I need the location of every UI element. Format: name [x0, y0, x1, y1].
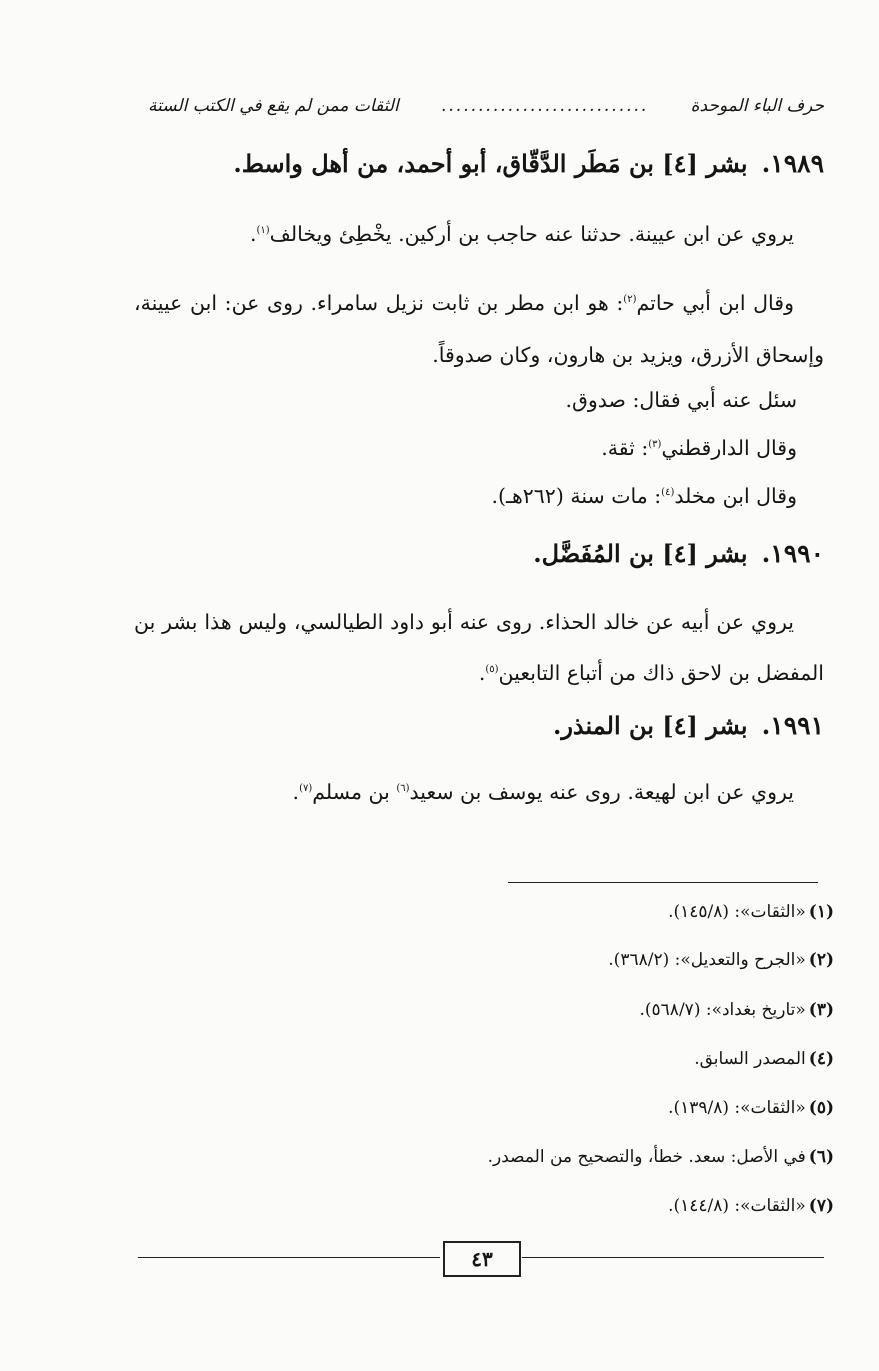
header-chapter-title: حرف الباء الموحدة	[690, 96, 824, 116]
footnote-ref: (١)	[256, 225, 270, 236]
footnote-4: (٤)المصدر السابق.	[694, 1049, 834, 1069]
page-number: ٤٣	[443, 1241, 521, 1277]
footnote-5: (٥)«الثقات»: (١٣٩/٨).	[668, 1098, 834, 1118]
footnote-2: (٢)«الجرح والتعديل»: (٣٦٨/٢).	[608, 950, 834, 970]
entry-title: بشر [٤] بن المنذر.	[552, 711, 748, 740]
entry-heading-1991	[134, 710, 824, 743]
entry-heading-1989	[134, 148, 824, 181]
entry-title: بشر [٤] بن المُفَضَّل.	[533, 539, 748, 568]
entry-paragraph: وقال ابن أبي حاتم$^{(٢)}$: هو ابن مطر بن ثابت نزيل سامراء. روى عن: ابن عيينة، وإسحاق الأزرق، ويزيد بن هارون، وكان صدوقاً.	[134, 290, 824, 367]
footnote-1: (١)«الثقات»: (١٤٥/٨).	[668, 902, 834, 922]
footnote-7: (٧)«الثقات»: (١٤٤/٨).	[668, 1196, 834, 1216]
entry-paragraph: يروي عن ابن لهيعة. روى عنه يوسف بن سعيد$^{(٦)}$ بن مسلم$^{(٧)}$.	[292, 779, 794, 804]
entry-heading-1990	[134, 538, 824, 571]
entry-title: بشر [٤] بن مَطَر الدَّقّاق، أبو أحمد، من أهل واسط.	[233, 149, 748, 178]
footnote-ref: (٦)	[396, 783, 410, 794]
footnote-ref: (٥)	[485, 664, 499, 675]
footnote-ref: (٤)	[661, 487, 675, 499]
header-leader-dots: ............................	[441, 96, 649, 116]
entry-number: ١٩٩١.	[761, 711, 824, 740]
entry-line: سئل عنه أبي فقال: صدوق.	[565, 388, 797, 412]
entry-number: ١٩٨٩.	[761, 149, 824, 178]
footnote-ref: (٣)	[648, 439, 662, 451]
footnote-ref: (٢)	[623, 294, 637, 305]
header-book-title: الثقات ممن لم يقع في الكتب الستة	[148, 96, 399, 116]
entry-line: وقال ابن مخلد$^{(٤)}$: مات سنة (٢٦٢هـ).	[491, 484, 797, 508]
page-rule-right	[522, 1257, 824, 1258]
footnote-3: (٣)«تاريخ بغداد»: (٥٦٨/٧).	[639, 1000, 834, 1020]
running-header	[148, 90, 824, 122]
page-rule-left	[138, 1257, 440, 1258]
footnote-6: (٦)في الأصل: سعد. خطأ، والتصحيح من المصدر.	[487, 1147, 834, 1167]
entry-paragraph: يروي عن أبيه عن خالد الحذاء. روى عنه أبو داود الطيالسي، وليس هذا بشر بن المفضل بن لاحق ذاك من أتباع التابعين$^{(٥)}$.	[134, 610, 824, 685]
entry-line: وقال الدارقطني$^{(٣)}$: ثقة.	[601, 436, 797, 460]
entry-number: ١٩٩٠.	[761, 539, 824, 568]
footnote-ref: (٧)	[299, 783, 313, 794]
entry-paragraph: يروي عن ابن عيينة. حدثنا عنه حاجب بن أركين. يخْطِئ ويخالف$^{(١)}$.	[249, 221, 794, 246]
footnote-separator	[508, 882, 818, 883]
